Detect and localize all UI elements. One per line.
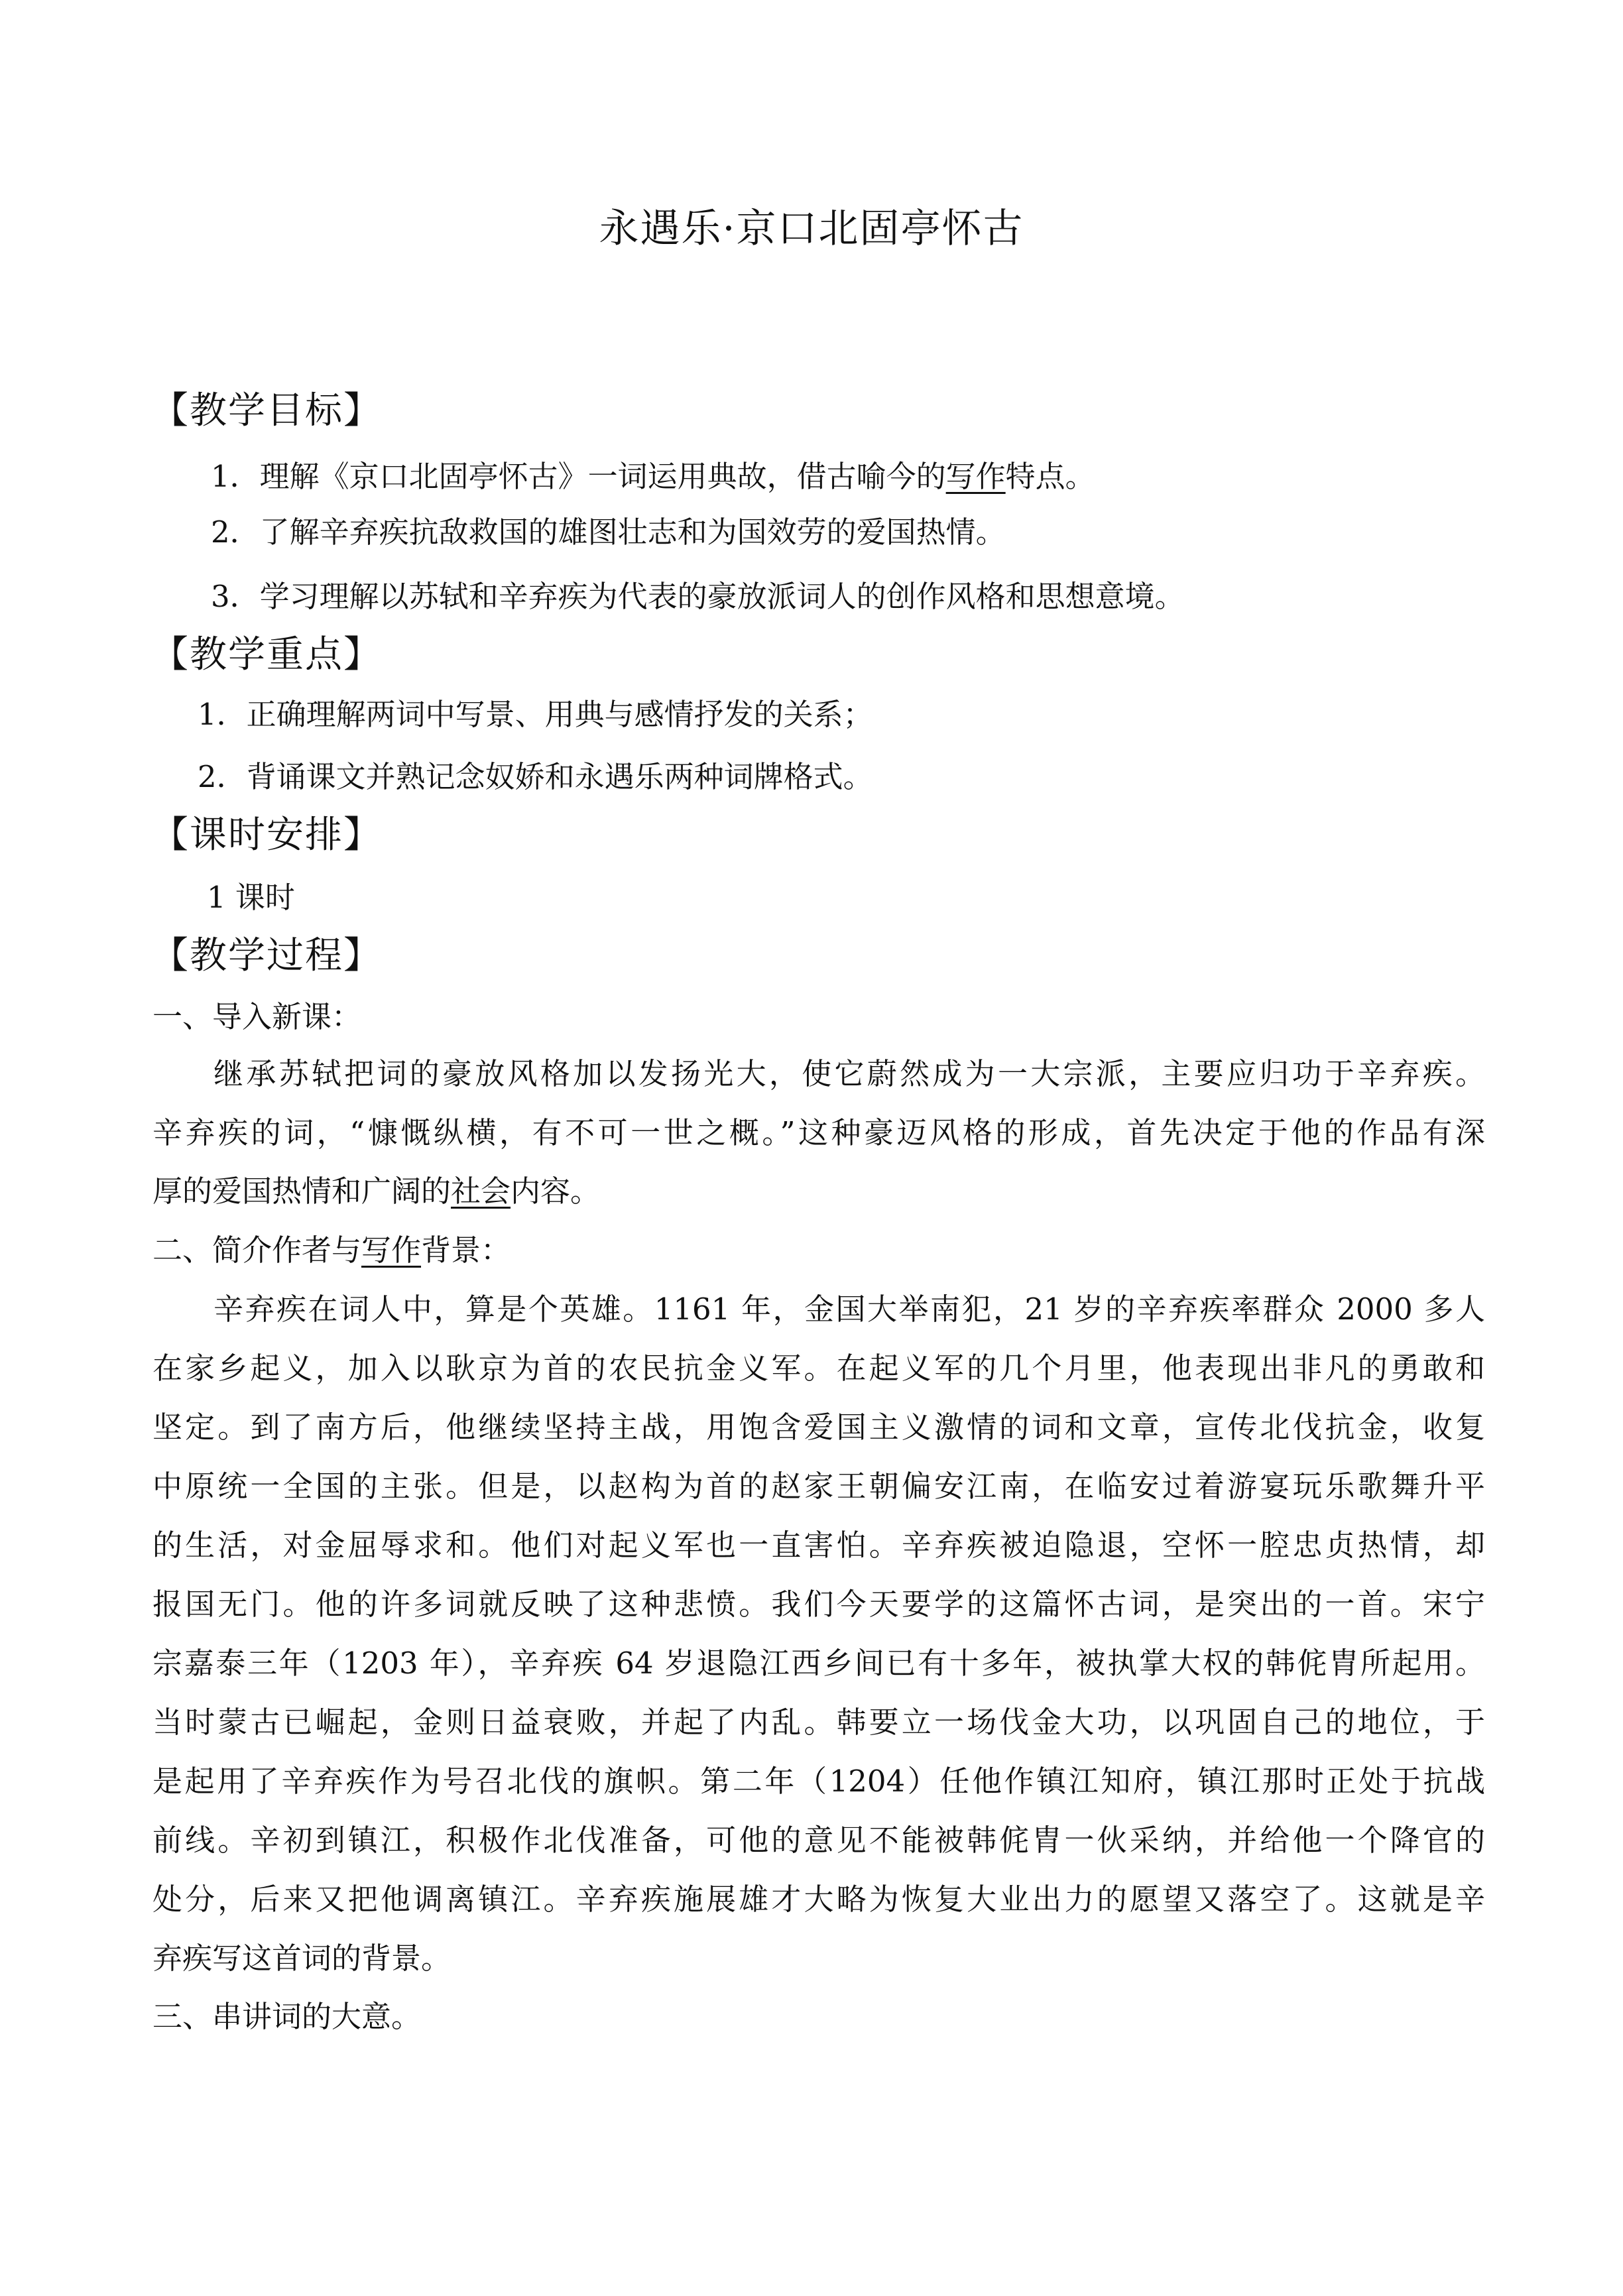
process-part2-title (152, 1230, 1485, 1271)
process-part2-line-3: 坚定。到了南方后，他继续坚持主战，用饱含爱国主义激情的词和文章，宣传北伐抗金，收复 (152, 1410, 1485, 1445)
process-part2-line-9: 是起用了辛弃疾作为号召北伐的旗帜。第二年（1204）任他作镇江知府，镇江那时正处于抗战 (152, 1764, 1485, 1799)
process-part2-line-4: 中原统一全国的主张。但是，以赵构为首的赵家王朝偏安江南，在临安过着游宴玩乐歌舞升平 (152, 1469, 1485, 1504)
process-part1-line-3-underlined: 社会 (451, 1174, 511, 1209)
process-part1-line-1: 继承苏轼把词的豪放风格加以发扬光大，使它蔚然成为一大宗派，主要应归功于辛弃疾。 (213, 1056, 1485, 1091)
process-part2-title-end: 背景： (421, 1233, 511, 1268)
process-part2-line-2: 在家乡起义，加入以耿京为首的农民抗金义军。在起义军的几个月里，他表现出非凡的勇敢和 (152, 1351, 1485, 1386)
schedule-text: 1 课时 (207, 880, 295, 915)
process-part3-title: 三、串讲词的大意。 (152, 1999, 422, 2034)
key-point-item-1: 1．正确理解两词中写景、用典与感情抒发的关系； (198, 697, 873, 732)
process-part2-line-6: 报国无门。他的许多词就反映了这种悲愤。我们今天要学的这篇怀古词，是突出的一首。宋宁 (152, 1587, 1485, 1622)
process-part1-line-3 (152, 1171, 1485, 1212)
process-part2-line-11: 处分，后来又把他调离镇江。辛弃疾施展雄才大略为恢复大业出力的愿望又落空了。这就是辛 (152, 1882, 1485, 1917)
page-title: 永遇乐·京口北固亭怀古 (599, 206, 1024, 252)
objective-item-1 (211, 456, 1484, 497)
objective-item-1-text: 1．理解《京口北固亭怀古》一词运用典故，借古喻今的 (211, 459, 946, 494)
process-part2-line-5: 的生活，对金屈辱求和。他们对起义军也一直害怕。辛弃疾被迫隐退，空怀一腔忠贞热情，却 (152, 1528, 1485, 1563)
process-part1-line-3-text: 厚的爱国热情和广阔的 (152, 1174, 451, 1209)
process-part1-line-2: 辛弃疾的词，“慷慨纵横，有不可一世之概。”这种豪迈风格的形成，首先决定于他的作品有深 (152, 1115, 1485, 1150)
process-part2-line-12: 弃疾写这首词的背景。 (152, 1941, 451, 1976)
objective-item-2: 2．了解辛弃疾抗敌救国的雄图壮志和为国效劳的爱国热情。 (211, 514, 1006, 550)
process-part1-title: 一、导入新课： (152, 999, 362, 1034)
process-part2-title-text: 二、简介作者与 (152, 1233, 362, 1268)
section-heading-key-points: 【教学重点】 (151, 633, 382, 676)
process-part2-title-underlined: 写作 (361, 1233, 422, 1268)
section-heading-objectives: 【教学目标】 (151, 389, 382, 432)
process-part2-line-10: 前线。辛初到镇江，积极作北伐准备，可他的意见不能被韩侂胄一伙采纳，并给他一个降官的 (152, 1823, 1485, 1858)
section-heading-process: 【教学过程】 (151, 934, 382, 977)
objective-item-1-end: 特点。 (1005, 459, 1095, 494)
process-part2-line-7: 宗嘉泰三年（1203 年），辛弃疾 64 岁退隐江西乡间已有十多年，被执掌大权的韩侂胄所起用。 (152, 1646, 1485, 1681)
process-part2-line-1: 辛弃疾在词人中，算是个英雄。1161 年，金国大举南犯，21 岁的辛弃疾率群众 2000 多人 (213, 1292, 1485, 1327)
process-part2-line-8: 当时蒙古已崛起，金则日益衰败，并起了内乱。韩要立一场伐金大功，以巩固自己的地位，于 (152, 1705, 1485, 1740)
objective-item-1-underlined: 写作 (945, 459, 1006, 494)
objective-item-3: 3．学习理解以苏轼和辛弃疾为代表的豪放派词人的创作风格和思想意境。 (211, 579, 1185, 614)
key-point-item-2: 2．背诵课文并熟记念奴娇和永遇乐两种词牌格式。 (198, 759, 873, 794)
section-heading-schedule: 【课时安排】 (151, 814, 382, 857)
process-part1-line-3-end: 内容。 (511, 1174, 601, 1209)
